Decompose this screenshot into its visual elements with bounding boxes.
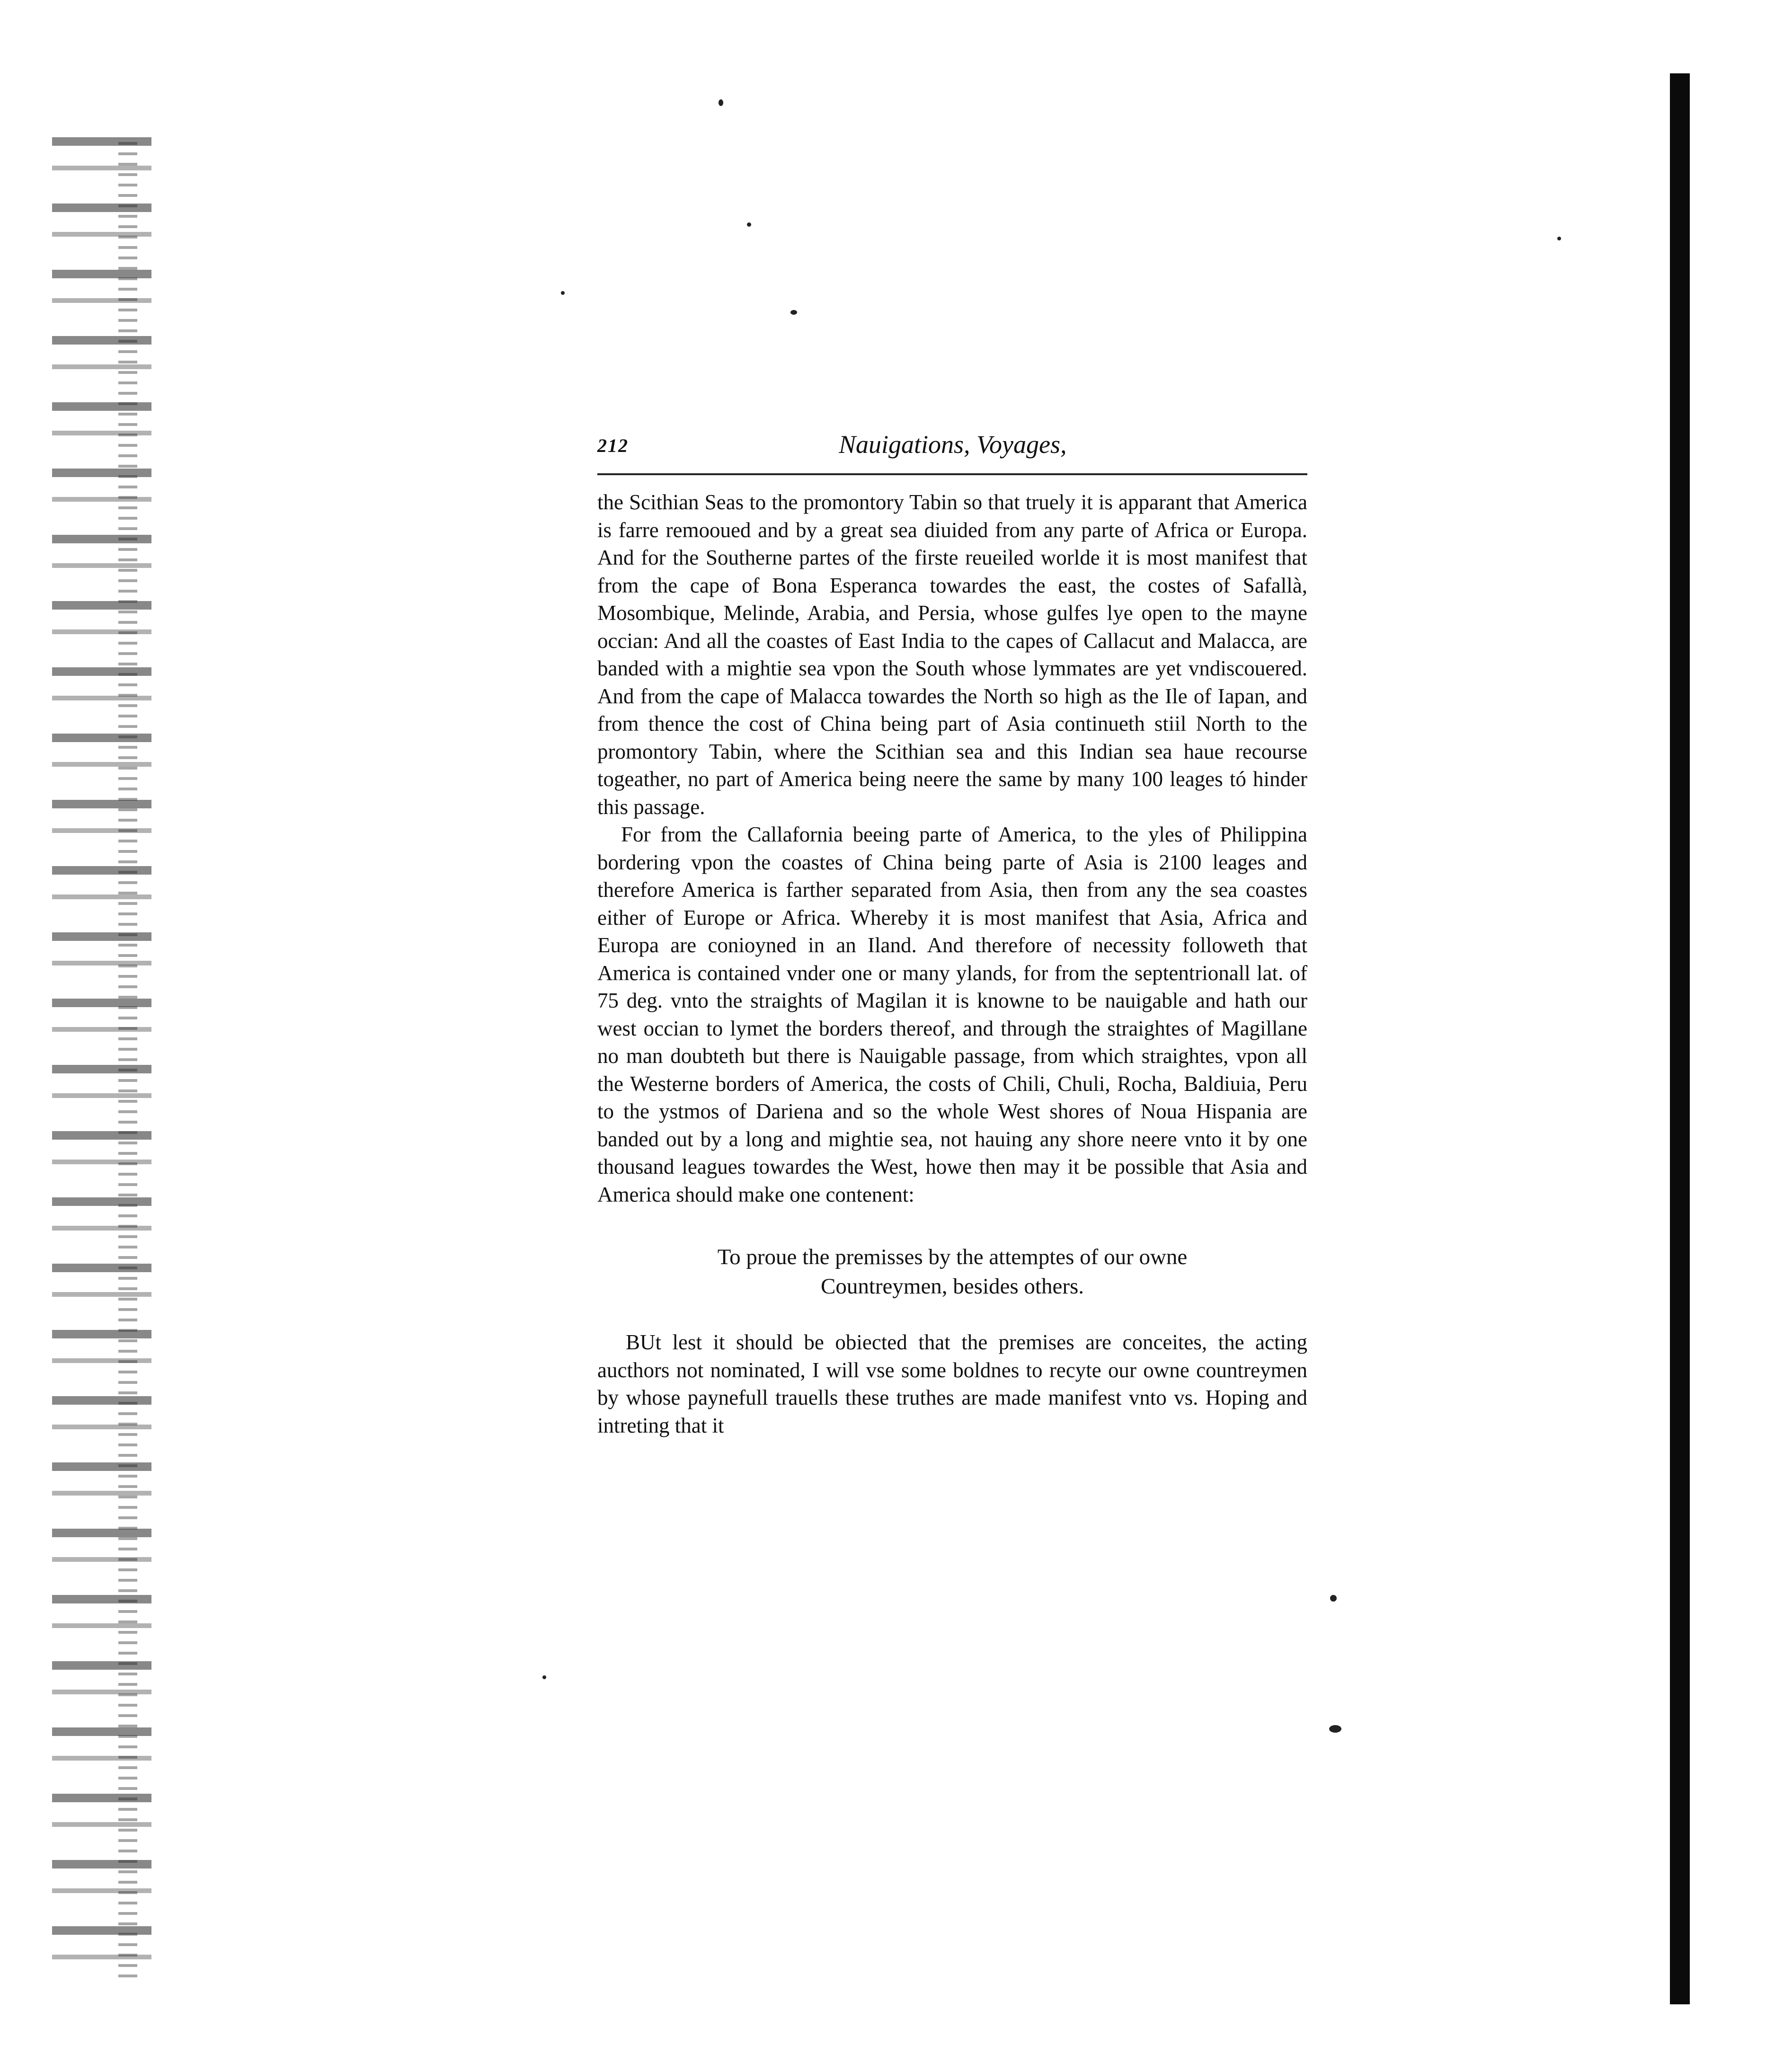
head-rule [597,473,1307,475]
scan-speck [719,99,723,106]
scan-speck [561,291,565,295]
paragraph-1: the Scithian Seas to the promontory Tabin so that truely it is apparant that America is farre remooued and by a great sea diuided from any parte of Africa or Europa. And for the Southerne partes of the firste reueiled worlde it is most manifest that from the cape of Bona Esperanca towardes the east, the costes of Safallà, Mosombique, Melinde, Arabia, and Persia, whose gulfes lye open to the mayne occian: And all the coastes of East India to the capes of Callacut and Malacca, are banded with a mightie sea vpon the South whose lymmates are yet vndiscouered. And from the cape of Malacca towardes the North so high as the Ile of Iapan, and from thence the cost of China being part of Asia continueth stiil North to the promontory Tabin, where the Scithian sea and this Indian sea haue recourse togeather, no part of America being neere the same by many 100 leages tó hinder this passage. [597,490,1307,819]
body-text [597,488,1307,1439]
scan-speck [1330,1595,1337,1602]
paragraph-2: For from the Callafornia beeing parte of America, to the yles of Philippina bordering vpon the coastes of China being parte of Asia is 2100 leages and therefore America is farther separated from Asia, then from any the sea coastes either of Europe or Africa. Whereby it is most manifest that Asia, Africa and Europa are conioyned in an Iland. And therefore of necessity followeth that America is contained vnder one or many ylands, for from the septentrionall lat. of 75 deg. vnto the straights of Magilan it is knowne to be nauigable and hath our west occian to lymet the borders thereof, and through the straightes of Magillane no man doubteth but there is Nauigable passage, from which straightes, vpon all the Westerne borders of America, the costs of Chili, Chuli, Rocha, Baldiuia, Peru to the ystmos of Dariena and so the whole West shores of Noua Hispania are banded out by a long and mightie sea, not hauing any shore neere vnto it by one thousand leagues towardes the West, howe then may it be possible that Asia and America should make one contenent: [597,823,1307,1206]
page-block [597,426,1307,1439]
running-title: Nauigations, Voyages, [839,430,1067,459]
right-edge-bar [1670,73,1690,2004]
scan-speck [1557,237,1561,240]
scan-speck [747,222,751,227]
section-heading-line-1: To proue the premisses by the attemptes of our owne [717,1245,1188,1269]
binding-strip [118,142,137,1978]
page-number: 212 [597,435,629,456]
section-heading-line-2: Countreymen, besides others. [820,1274,1084,1299]
scan-speck [542,1675,546,1679]
section-heading [597,1242,1307,1301]
scan-speck [790,310,797,315]
running-head [597,426,1307,469]
paragraph-3: BUt lest it should be obiected that the premises are conceites, the acting aucthors not nominated, I will vse some boldnes to recyte our owne countreymen by whose paynefull trauells these truthes are made manifest vnto vs. Hoping and intreting that it [597,1330,1307,1437]
scan-speck [1329,1725,1341,1733]
